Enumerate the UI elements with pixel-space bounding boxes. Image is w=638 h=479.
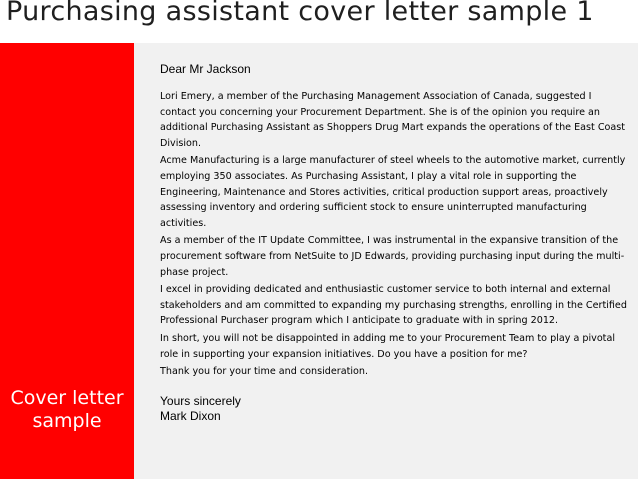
letter-paragraph: I excel in providing dedicated and enthusiastic customer service to both internal and external stakeholders and am committed to expanding my purchasing strengths, enrolling in the Certified Professional Purchaser program which I anticipate to graduate with in spring 2012. [160, 284, 627, 327]
letter-paragraph: As a member of the IT Update Committee, I was instrumental in the expansive transition of the procurement software from NetSuite to JD Edwards, providing purchasing input during the multi-phase project. [160, 235, 625, 278]
letter-closing: Yours sincerely [160, 393, 241, 408]
letter-paragraph: Thank you for your time and consideration. [160, 366, 368, 378]
side-label [0, 387, 134, 433]
cover-letter [160, 62, 630, 424]
letter-paragraph: In short, you will not be disappointed in adding me to your Procurement Team to play a pivotal role in supporting your expansion initiatives. Do you have a position for me? [160, 332, 615, 360]
side-label-line2: sample [32, 410, 102, 432]
slide-title: Purchasing assistant cover letter sample 1 [6, 0, 594, 27]
letter-paragraph: Lori Emery, a member of the Purchasing Management Association of Canada, suggested I contact you concerning your Procurement Department. She is of the opinion you require an additional Purchasing Assistant as Shoppers Drug Mart expands the operations of the East Coast Division. [160, 91, 626, 149]
letter-signer: Mark Dixon [160, 408, 221, 423]
letter-salutation: Dear Mr Jackson [160, 62, 251, 76]
side-label-line1: Cover letter [10, 387, 124, 409]
letter-paragraph: Acme Manufacturing is a large manufacturer of steel wheels to the automotive market, currently employing 350 associates. As Purchasing Assistant, I play a vital role in supporting the Engineering, Maintenance and Stores activities, critical production support areas, proactively assessing inventory and ordering sufficient stock to ensure uninterrupted manufacturing activities. [160, 155, 626, 229]
